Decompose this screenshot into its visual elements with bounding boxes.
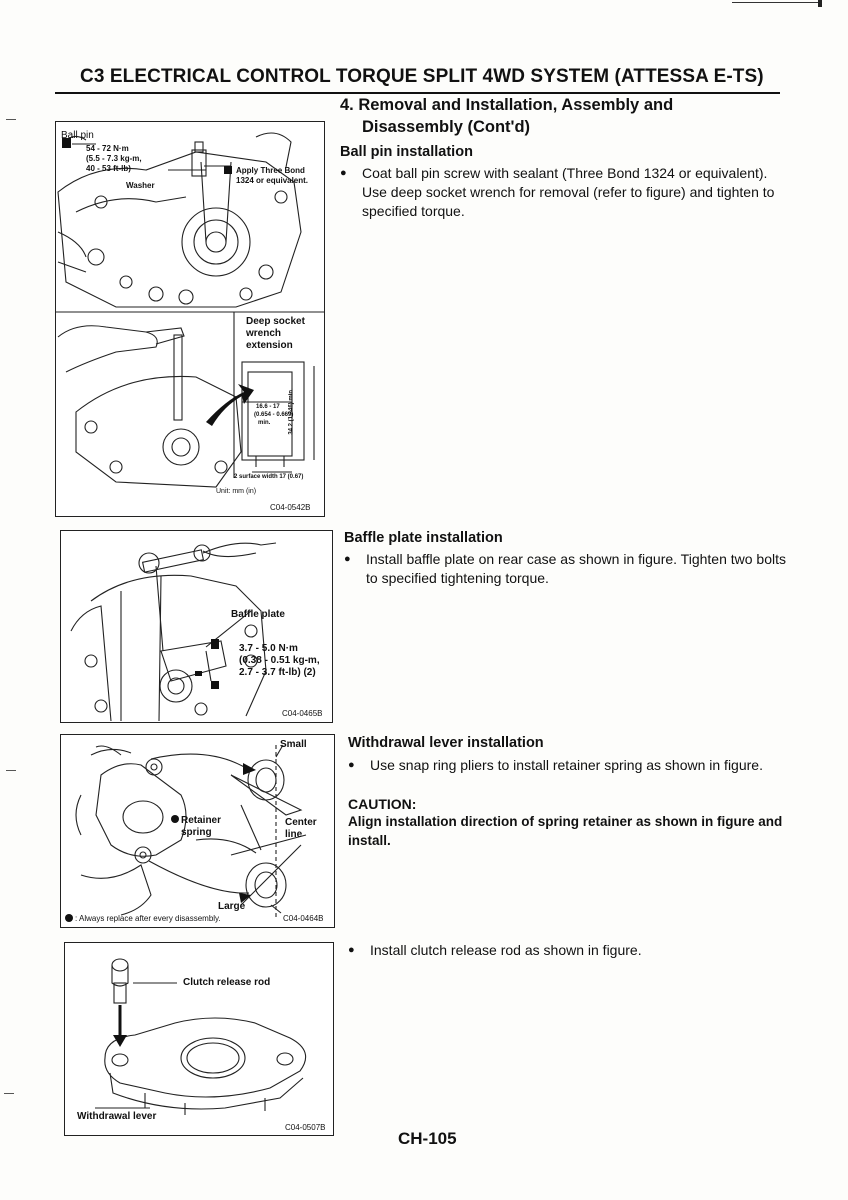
torque-line-2: (5.5 - 7.3 kg-m, [86,154,142,163]
baffle-torque-1: 3.7 - 5.0 N·m [239,643,298,654]
clutch-text: Install clutch release rod as shown in figure. [370,942,642,958]
dim-vertical: 34.2 (1.346) min. [288,388,295,435]
figure-note: : Always replace after every disassembly. [75,914,221,923]
withdrawal-heading: Withdrawal lever installation [348,735,544,751]
label-retainer-1: Retainer [181,815,222,826]
label-baffle-plate: Baffle plate [231,609,285,620]
section-title-line1: 4. Removal and Installation, Assembly and [340,96,674,114]
label-washer: Washer [126,181,155,190]
figure-id: C04-0465B [282,709,323,718]
caution-text: Align installation direction of spring retainer as shown in figure and install. [348,814,783,848]
ball-pin-bullet [340,164,785,221]
label-apply-1: Apply Three Bond [236,166,305,175]
label-withdrawal-lever: Withdrawal lever [77,1111,157,1122]
withdrawal-bullet [348,756,793,775]
label-socket-3: extension [246,340,293,351]
label-socket-1: Deep socket [246,316,305,327]
bullet-icon: ● [344,553,351,565]
dim-3: min. [258,420,271,426]
page-number: CH-105 [398,1129,457,1148]
baffle-illustration [61,531,332,722]
clutch-illustration [65,943,333,1135]
figure-id: C04-0464B [283,914,324,923]
section-title-line2: Disassembly (Cont'd) [362,118,531,136]
dim-surface: 2 surface width 17 (0.67) [234,474,304,480]
figure-id: C04-0542B [270,503,311,512]
withdrawal-figure [60,734,335,928]
baffle-torque-3: 2.7 - 3.7 ft-lb) (2) [239,667,316,678]
section-title [340,94,780,138]
clutch-figure [64,942,334,1136]
caution-heading: CAUTION: [348,796,417,812]
dim-2: (0.654 - 0.669) [254,412,294,418]
label-center-1: Center [285,817,317,828]
ball-pin-heading: Ball pin installation [340,144,473,160]
label-socket-2: wrench [246,328,282,339]
baffle-text: Install baffle plate on rear case as shown in figure. Tighten two bolts to specified tightening torque. [366,551,786,586]
corner-rule [732,2,822,3]
withdrawal-text: Use snap ring pliers to install retainer spring as shown in figure. [370,757,763,773]
label-apply-2: 1324 or equivalent. [236,176,309,185]
margin-mark [4,1093,14,1094]
page-header-title: C3 ELECTRICAL CONTROL TORQUE SPLIT 4WD SYSTEM (ATTESSA E-TS) [80,66,764,87]
baffle-bullet [344,550,789,588]
torque-line-1: 54 - 72 N·m [86,144,129,153]
baffle-torque-2: (0.38 - 0.51 kg-m, [239,655,320,666]
label-large: Large [218,901,246,912]
torque-line-3: 40 - 53 ft-lb) [86,164,131,173]
clutch-bullet [348,941,793,960]
baffle-figure [60,530,333,723]
margin-mark [6,119,16,120]
label-clutch-rod: Clutch release rod [183,977,271,988]
baffle-heading: Baffle plate installation [344,530,503,546]
label-center-2: line [285,829,303,840]
label-small: Small [280,739,307,750]
figure-id: C04-0507B [285,1123,326,1132]
ball-pin-text: Coat ball pin screw with sealant (Three Bond 1324 or equivalent). Use deep socket wrench for removal (refer to figure) and tighten to specified torque. [362,165,775,219]
margin-mark [6,770,16,771]
bullet-icon: ● [340,167,347,179]
ball-pin-figure [55,121,325,517]
label-retainer-2: spring [181,827,212,838]
bullet-icon: ● [348,759,355,771]
bullet-icon: ● [348,944,355,956]
unit-label: Unit: mm (in) [216,488,257,495]
label-ball-pin: Ball pin [61,130,94,141]
corner-tick [818,0,822,7]
dim-1: 16.6 - 17 [256,404,280,410]
